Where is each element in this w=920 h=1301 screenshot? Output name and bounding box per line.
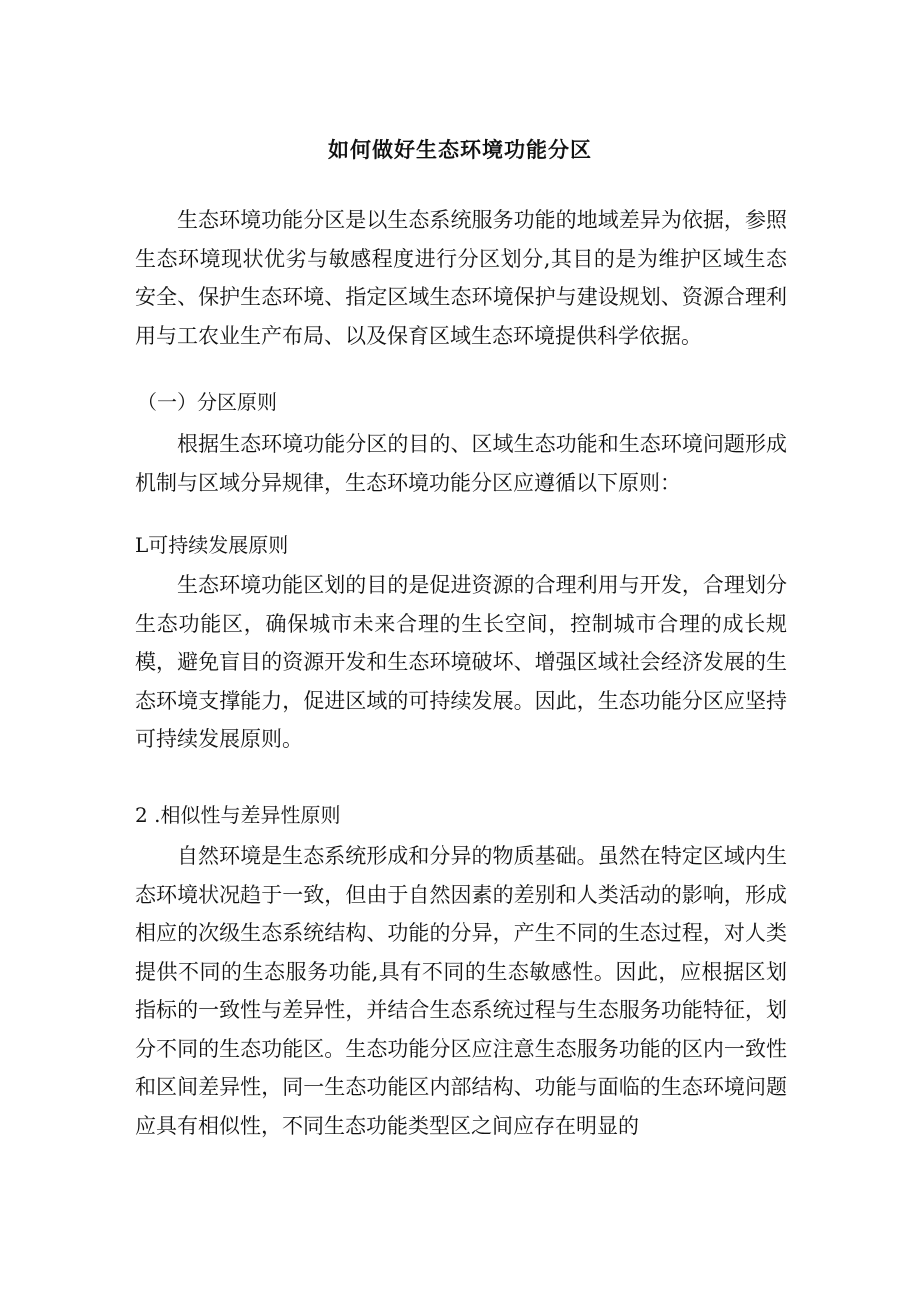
principle-heading-similarity: 2 .相似性与差异性原则 [135, 803, 341, 827]
principle-paragraph-sustainable: 生态环境功能区划的目的是促进资源的合理利用与开发，合理划分生态功能区，确保城市未来合理的生长空间，控制城市合理的成长规模，避免盲目的资源开发和生态环境破坏、增强区域社会经济发展的生态环境支撑能力，促进区域的可持续发展。因此，生态功能分区应坚持可持续发展原则。 [135, 573, 787, 751]
principle-paragraph-similarity: 自然环境是生态系统形成和分异的物质基础。虽然在特定区域内生态环境状况趋于一致，但由于自然因素的差别和人类活动的影响，形成相应的次级生态系统结构、功能的分异，产生不同的生态过程，对人类提供不同的生态服务功能,具有不同的生态敏感性。因此，应根据区划指标的一致性与差异性，并结合生态系统过程与生态服务功能特征，划分不同的生态功能区。生态功能分区应注意生态服务功能的区内一致性和区间差异性，同一生态功能区内部结构、功能与面临的生态环境问题应具有相似性，不同生态功能类型区之间应存在明显的 [135, 844, 787, 1138]
section-heading-principles: （一）分区原则 [137, 390, 277, 414]
document-title: 如何做好生态环境功能分区 [328, 137, 592, 162]
section-paragraph-principles: 根据生态环境功能分区的目的、区域生态功能和生态环境问题形成机制与区域分异规律，生态环境功能分区应遵循以下原则： [135, 432, 787, 495]
principle-heading-sustainable: L可持续发展原则 [135, 533, 289, 557]
intro-paragraph: 生态环境功能分区是以生态系统服务功能的地域差异为依据，参照生态环境现状优劣与敏感程度进行分区划分,其目的是为维护区域生态安全、保护生态环境、指定区域生态环境保护与建设规划、资源合理利用与工农业生产布局、以及保育区域生态环境提供科学依据。 [135, 208, 787, 348]
